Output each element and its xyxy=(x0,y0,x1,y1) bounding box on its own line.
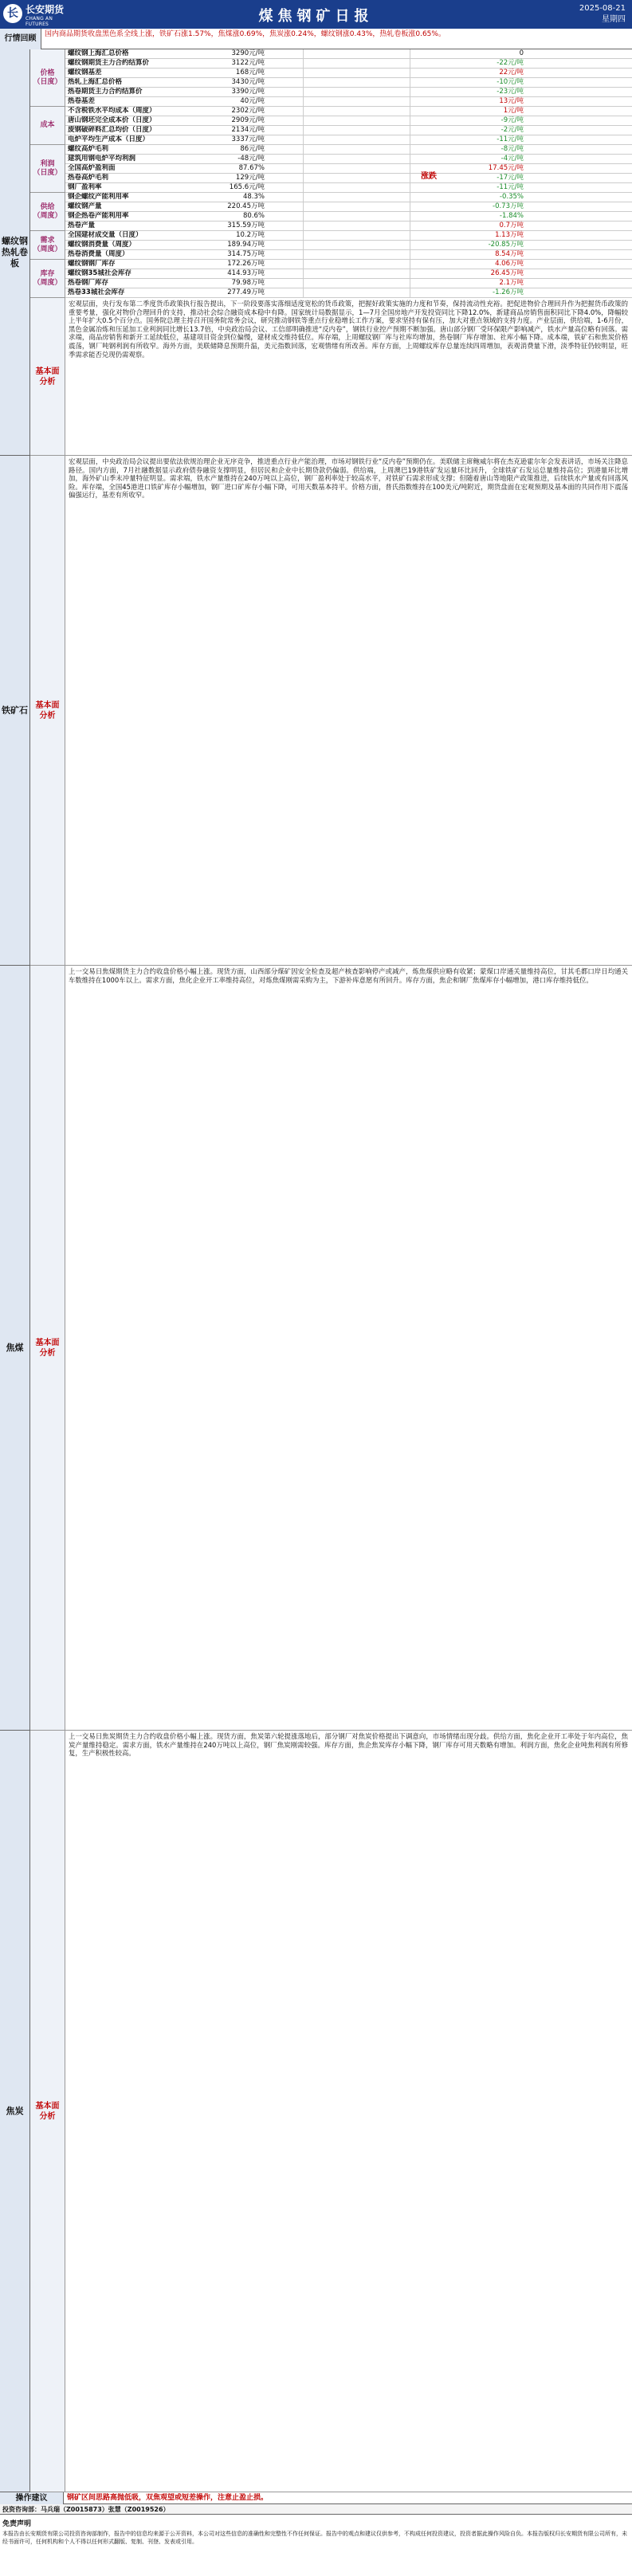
indicator-change: -8元/吨 xyxy=(500,145,524,153)
section-2 xyxy=(0,966,632,1731)
indicator-row xyxy=(65,88,632,97)
indicator-value: 3290元/吨 xyxy=(231,49,265,57)
indicator-name: 螺纹钢基差 xyxy=(68,69,102,76)
indicator-change: 22元/吨 xyxy=(499,69,524,76)
indicator-change: -11元/吨 xyxy=(497,183,524,191)
indicator-change: -2元/吨 xyxy=(500,126,524,134)
change-column-label: 涨跌 xyxy=(421,172,437,181)
indicator-row xyxy=(65,69,632,78)
indicator-change: -10元/吨 xyxy=(497,78,524,86)
indicator-block xyxy=(30,231,632,260)
report-header xyxy=(0,0,632,29)
indicator-change: -0.35% xyxy=(499,193,524,201)
indicator-row xyxy=(65,193,632,202)
indicator-name: 建筑用钢电炉平均利润 xyxy=(68,155,136,163)
indicator-name: 热轧上海汇总价格 xyxy=(68,78,123,86)
indicator-value: 3337元/吨 xyxy=(231,135,265,143)
indicator-name: 唐山钢坯完全成本价（日度） xyxy=(68,116,156,124)
market-review-label: 行情回顾 xyxy=(0,29,41,49)
indicator-change: -1.26万吨 xyxy=(493,288,524,296)
indicator-name: 全国建材成交量（日度） xyxy=(68,231,143,239)
disclaimer-title: 免责声明 xyxy=(2,2520,32,2528)
indicator-category: 需求 （周度） xyxy=(30,231,65,259)
indicator-row xyxy=(65,202,632,212)
indicator-value: 220.45万吨 xyxy=(227,202,265,210)
indicator-name: 热卷产量 xyxy=(68,222,96,229)
indicator-row xyxy=(65,231,632,241)
indicator-change: -17元/吨 xyxy=(497,174,524,182)
indicator-change: 4.06万吨 xyxy=(495,260,524,268)
report-date-value: 2025-08-21 xyxy=(579,4,626,13)
indicator-name: 不含税铁水平均成本（周度） xyxy=(68,107,156,115)
indicator-category: 成本 xyxy=(30,107,65,144)
fundamental-analysis xyxy=(30,298,632,456)
analysis-text: 上一交易日焦煤期货主力合约收盘价格小幅上涨。现货方面，山西部分煤矿因安全检查及超产核查影响停产或减产，炼焦煤供应略有收紧；蒙煤口岸通关量维持高位，甘其毛都口岸日均通关车数维持在1000车以上。需求方面，焦化企业开工率维持高位，对炼焦煤刚需采购为主，下游补库意愿有所回升。库存方面，焦企和钢厂焦煤库存小幅增加，港口库存维持低位。 xyxy=(69,967,628,984)
indicator-value: 414.93万吨 xyxy=(227,269,265,277)
indicator-value: 79.98万吨 xyxy=(231,279,265,287)
indicator-change: -20.85万吨 xyxy=(488,241,524,249)
indicator-name: 螺纹钢35城社会库存 xyxy=(68,269,132,277)
indicator-name: 钢企热卷产能利用率 xyxy=(68,212,129,220)
indicator-name: 电炉平均生产成本（日度） xyxy=(68,135,150,143)
indicator-value: 277.49万吨 xyxy=(227,288,265,296)
indicator-change: -11元/吨 xyxy=(497,135,524,143)
indicator-row xyxy=(65,212,632,222)
indicator-value: 2302元/吨 xyxy=(231,107,265,115)
indicator-name: 热卷期货主力合约结算价 xyxy=(68,88,143,96)
indicator-category: 供给 （周度） xyxy=(30,193,65,230)
indicator-row xyxy=(65,107,632,116)
indicator-change: 2.1万吨 xyxy=(499,279,524,287)
indicator-row xyxy=(65,135,632,145)
indicator-name: 全国高炉盈利面 xyxy=(68,164,116,172)
indicator-category: 价格 （日度） xyxy=(30,49,65,106)
indicator-name: 热卷消费量（周度） xyxy=(68,250,129,258)
section-title: 螺纹钢 热轧卷板 xyxy=(0,49,30,455)
indicator-value: 172.26万吨 xyxy=(227,260,265,268)
indicator-name: 螺纹钢期货主力合约结算价 xyxy=(68,59,150,67)
indicator-name: 螺纹钢产量 xyxy=(68,202,102,210)
indicator-value: 40元/吨 xyxy=(240,97,265,105)
section-0 xyxy=(0,49,632,456)
indicator-value: 189.94万吨 xyxy=(227,241,265,249)
indicator-change: 17.45元/吨 xyxy=(488,164,524,172)
indicator-change: 1.13万吨 xyxy=(495,231,524,239)
report-date xyxy=(579,3,626,25)
indicator-row xyxy=(65,222,632,231)
indicator-name: 废钢破碎料汇总均价（日度） xyxy=(68,126,156,134)
indicator-row xyxy=(65,126,632,135)
report-weekday: 星期四 xyxy=(602,15,626,24)
indicator-name: 螺纹钢钢厂库存 xyxy=(68,260,116,268)
indicator-name: 螺纹钢上海汇总价格 xyxy=(68,49,129,57)
indicator-row xyxy=(65,59,632,69)
indicator-row xyxy=(65,279,632,288)
indicator-row xyxy=(65,269,632,279)
fundamental-analysis xyxy=(30,966,632,1731)
analysis-text: 宏观层面，中央政治局会议提出要依法依规治理企业无序竞争，推进重点行业产能治理，市场对钢铁行业“反内卷”预期仍在。美联储主席鲍威尔将在杰克逊霍尔年会发表讲话，市场关注降息路径。国内方面，7月社融数据显示政府债券融资支撑明显，但居民和企业中长期贷款仍偏弱。供给端，上周澳巴19港铁矿发运量环比回升，全球铁矿石发运总量维持高位；到港量环比增加，海外矿山季末冲量特征明显。需求端，铁水产量维持在240万吨以上高位，钢厂盈利率处于较高水平，对铁矿石需求形成支撑；但随着唐山等地限产政策推进，后续铁水产量或有回落风险。库存端，全国45港进口铁矿库存小幅增加，钢厂进口矿库存小幅下降，可用天数基本持平。价格方面，普氏指数维持在100美元/吨附近，期货盘面在宏观预期及基本面的共同作用下震荡偏强运行，基差有所收窄。 xyxy=(69,457,628,500)
indicator-row xyxy=(65,78,632,88)
analysis-text: 宏观层面，央行发布第二季度货币政策执行报告提出，下一阶段要落实落细适度宽松的货币政策，把握好政策实施的力度和节奏，保持流动性充裕。把促进物价合理回升作为把握货币政策的重要考量，强化对物价合理回升的支持，推动社会综合融资成本稳中有降。国家统计局数据显示，1—7月全国房地产开发投资同比下降12.0%，新建商品房销售面积同比下降4.0%，降幅较上半年扩大0.5个百分点。国务院总理主持召开国务院常务会议，研究推动钢铁等重点行业稳增长工作方案，要求坚持有保有压，加大对重点领域的支持力度。产业层面，供给端，1-6月份，黑色金属冶炼和压延加工业利润同比增长13.7倍，中央政治局会议、工信部明确推进“反内卷”，钢铁行业控产预期不断加强。唐山部分钢厂受环保限产影响减产，铁水产量高位略有回落。需求端，商品房销售和新开工延续低位，基建项目资金到位偏慢，建材成交维持低位。库存端，上周螺纹钢厂库与社库均增加，热卷钢厂库存增加、社库小幅下降。成本端，铁矿石和焦炭价格震荡，钢厂吨钢利润有所收窄。海外方面，美联储降息预期升温，美元指数回落，宏观情绪有所改善。库存方面，上周螺纹库存总量连续四周增加，表观消费量下滑，淡季特征仍较明显，旺季需求能否兑现仍需观察。 xyxy=(69,300,628,359)
indicator-value: 314.75万吨 xyxy=(227,250,265,258)
logo-mark-icon: 长 xyxy=(3,4,22,23)
section-1 xyxy=(0,456,632,966)
fundamental-analysis xyxy=(30,1731,632,2492)
indicator-value: 168元/吨 xyxy=(235,69,265,76)
indicator-row xyxy=(65,97,632,107)
section-title: 焦炭 xyxy=(0,1731,30,2492)
indicator-change: 8.54万吨 xyxy=(495,250,524,258)
operation-advice xyxy=(0,2492,632,2504)
indicator-value: 129元/吨 xyxy=(235,174,265,182)
indicator-change: -23元/吨 xyxy=(497,88,524,96)
section-title: 铁矿石 xyxy=(0,456,30,965)
indicator-value: 86元/吨 xyxy=(240,145,265,153)
indicator-value: 10.2万吨 xyxy=(236,231,265,239)
indicator-change: -0.73万吨 xyxy=(493,202,524,210)
indicator-value: 48.3% xyxy=(242,193,265,201)
analysis-label: 基本面 分析 xyxy=(30,298,65,455)
operation-advice-text: 钢矿区间思路高抛低吸，双焦观望或短差操作，注意止盈止损。 xyxy=(67,2494,269,2502)
indicator-block xyxy=(30,49,632,107)
indicator-block xyxy=(30,145,632,193)
indicator-name: 螺纹钢消费量（周度） xyxy=(68,241,136,249)
indicator-block xyxy=(30,107,632,145)
indicator-row xyxy=(65,241,632,250)
market-review-text: 国内商品期货收盘黑色系全线上涨，铁矿石涨1.57%，焦煤涨0.69%，焦炭涨0.24%，螺纹钢涨0.43%，热轧卷板涨0.65%。 xyxy=(45,30,446,38)
indicator-name: 热卷33城社会库存 xyxy=(68,288,125,296)
indicator-value: 80.6% xyxy=(242,212,265,220)
indicator-change: 26.45万吨 xyxy=(490,269,524,277)
indicator-value: 2134元/吨 xyxy=(231,126,265,134)
disclaimer-text: 本报告由长安期货有限公司投资咨询部制作，报告中的信息均来源于公开资料，本公司对这些信息的准确性和完整性不作任何保证。报告中的观点和建议仅供参考，不构成任何投资建议，投资者据此操作风险自负。本报告版权归长安期货有限公司所有，未经书面许可，任何机构和个人不得以任何形式翻版、复制、刊登、发表或引用。 xyxy=(2,2531,627,2545)
indicator-name: 钢厂盈利率 xyxy=(68,183,102,191)
indicator-name: 钢企螺纹产能利用率 xyxy=(68,193,129,201)
market-review xyxy=(0,29,632,49)
indicator-row xyxy=(65,49,632,59)
indicator-change: 0.7万吨 xyxy=(499,222,524,229)
indicator-name: 热卷基差 xyxy=(68,97,96,105)
section-title: 焦煤 xyxy=(0,966,30,1730)
analysis-label: 基本面 分析 xyxy=(30,456,65,965)
analysis-text: 上一交易日焦炭期货主力合约收盘价格小幅上涨。现货方面，焦炭第六轮提涨落地后，部分钢厂对焦炭价格提出下调意向，市场情绪出现分歧。供给方面，焦化企业开工率处于年内高位，焦炭产量维持稳定。需求方面，铁水产量维持在240万吨以上高位，钢厂焦炭刚需较强。库存方面，焦企焦炭库存小幅下降，钢厂库存可用天数略有增加。利润方面，焦化企业吨焦利润有所修复，生产积极性较高。 xyxy=(69,1732,628,1758)
indicator-name: 热卷钢厂库存 xyxy=(68,279,109,287)
indicator-row xyxy=(65,155,632,164)
indicator-name: 热卷高炉毛利 xyxy=(68,174,109,182)
indicator-row xyxy=(65,260,632,269)
logo-name-cn: 长安期货 xyxy=(26,4,65,15)
indicator-category: 库存 （周度） xyxy=(30,260,65,297)
indicator-block xyxy=(30,193,632,231)
indicator-value: 3430元/吨 xyxy=(231,78,265,86)
indicator-change: 0 xyxy=(519,49,524,57)
analysis-label: 基本面 分析 xyxy=(30,1731,65,2492)
indicator-change: 1元/吨 xyxy=(503,107,524,115)
indicator-row xyxy=(65,183,632,193)
analysis-label: 基本面 分析 xyxy=(30,966,65,1730)
indicator-change: -9元/吨 xyxy=(500,116,524,124)
indicator-value: -48元/吨 xyxy=(237,155,265,163)
indicator-name: 螺纹高炉毛利 xyxy=(68,145,109,153)
indicator-change: -4元/吨 xyxy=(500,155,524,163)
indicator-category: 利润 （日度） xyxy=(30,145,65,192)
analyst-info: 投资咨询部：马兵瑞（Z0015873）张慧（Z0019526） xyxy=(0,2504,632,2515)
indicator-row xyxy=(65,250,632,260)
indicator-row xyxy=(65,116,632,126)
indicator-row xyxy=(65,288,632,298)
indicator-change: 13元/吨 xyxy=(499,97,524,105)
logo-name-en: CHANG AN FUTURES xyxy=(26,16,53,27)
indicator-change: -22元/吨 xyxy=(497,59,524,67)
indicator-change: -1.84% xyxy=(499,212,524,220)
indicator-row xyxy=(65,164,632,174)
indicator-value: 3390元/吨 xyxy=(231,88,265,96)
indicator-value: 2909元/吨 xyxy=(231,116,265,124)
report-title: 煤焦钢矿日报 xyxy=(258,8,374,25)
fundamental-analysis xyxy=(30,456,632,966)
indicator-row xyxy=(65,145,632,155)
indicator-value: 315.59万吨 xyxy=(227,222,265,229)
indicator-value: 3122元/吨 xyxy=(231,59,265,67)
indicator-value: 165.6元/吨 xyxy=(229,183,265,191)
indicator-value: 87.67% xyxy=(238,164,265,172)
operation-advice-label: 操作建议 xyxy=(0,2492,64,2504)
section-3 xyxy=(0,1731,632,2492)
indicator-block xyxy=(30,260,632,298)
indicator-row xyxy=(65,174,632,183)
